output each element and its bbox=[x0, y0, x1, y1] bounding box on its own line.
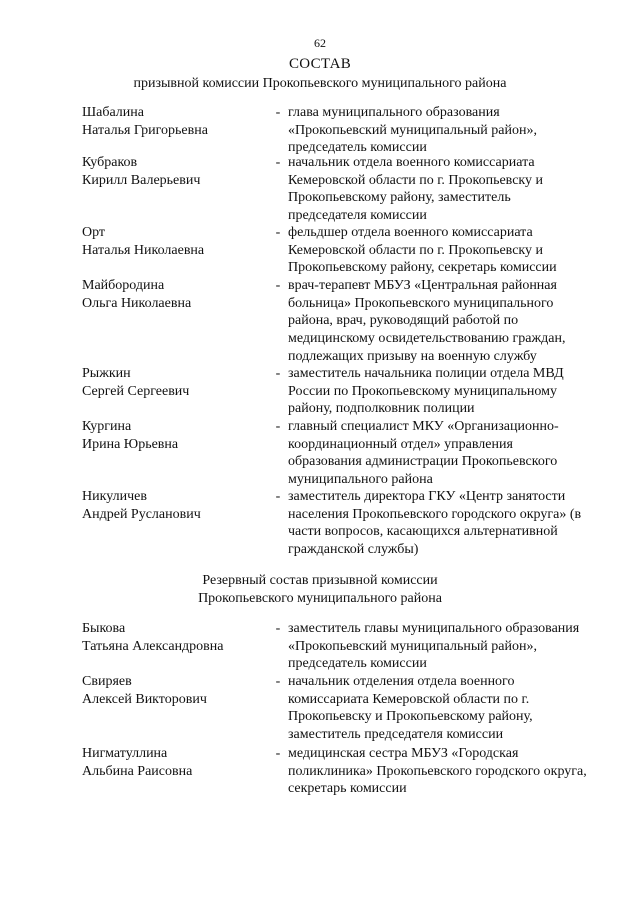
page-number: 62 bbox=[314, 36, 326, 50]
dash-separator: - bbox=[275, 419, 281, 434]
member-surname: Кубраков bbox=[82, 155, 138, 170]
member-entry bbox=[0, 745, 640, 801]
member-name bbox=[0, 673, 268, 745]
member-role: главный специалист МКУ «Организационно-координационный отдел» управления образования администрации Прокопьевского муниципального района bbox=[288, 419, 559, 488]
member-name bbox=[0, 104, 268, 154]
member-given-names: Татьяна Александровна bbox=[82, 638, 224, 654]
reserve-title-line: Прокопьевского муниципального района bbox=[198, 591, 442, 606]
member-role: заместитель главы муниципального образования «Прокопьевский муниципальный район», председатель комиссии bbox=[288, 621, 580, 672]
member-entry bbox=[0, 620, 640, 673]
dash-separator: - bbox=[275, 489, 281, 504]
dash-separator: - bbox=[275, 366, 281, 381]
member-name bbox=[0, 745, 268, 801]
member-surname: Нигматуллина bbox=[82, 746, 168, 761]
member-entry bbox=[0, 104, 640, 154]
member-entry bbox=[0, 673, 640, 745]
member-name bbox=[0, 620, 268, 673]
member-role: начальник отдела военного комиссариата Кемеровской области по г. Прокопьевску и Прокопьевскому району, заместитель председателя комиссии bbox=[288, 155, 544, 224]
member-surname: Майбородина bbox=[82, 278, 165, 293]
main-members-list bbox=[0, 104, 640, 560]
member-surname: Быкова bbox=[82, 621, 126, 636]
member-given-names: Андрей Русланович bbox=[82, 506, 201, 522]
member-name bbox=[0, 277, 268, 365]
member-role: врач-терапевт МБУЗ «Центральная районная больница» Прокопьевского муниципального района, врач, руководящий работой по медицинскому освидетельствованию граждан, подлежащих призыву на военную службу bbox=[288, 278, 566, 364]
member-given-names: Ирина Юрьевна bbox=[82, 436, 179, 452]
member-surname: Шабалина bbox=[82, 105, 144, 120]
member-entry bbox=[0, 154, 640, 224]
dash-separator: - bbox=[275, 155, 281, 170]
member-given-names: Наталья Николаевна bbox=[82, 242, 205, 258]
member-surname: Орт bbox=[82, 225, 106, 240]
member-surname: Рыжкин bbox=[82, 366, 131, 381]
member-surname: Никуличев bbox=[82, 489, 147, 504]
reserve-members-list bbox=[0, 620, 640, 801]
member-name bbox=[0, 488, 268, 560]
dash-separator: - bbox=[275, 621, 281, 636]
member-given-names: Ольга Николаевна bbox=[82, 295, 192, 311]
reserve-title-line: Резервный состав призывной комиссии bbox=[202, 573, 438, 588]
member-entry bbox=[0, 365, 640, 418]
dash-separator: - bbox=[275, 278, 281, 293]
member-role: глава муниципального образования «Прокопьевский муниципальный район», председатель комиссии bbox=[288, 105, 537, 156]
member-role: медицинская сестра МБУЗ «Городская поликлиника» Прокопьевского городского округа, секретарь комиссии bbox=[288, 746, 587, 797]
document-title: СОСТАВ bbox=[288, 56, 352, 72]
member-entry bbox=[0, 488, 640, 560]
member-role: заместитель директора ГКУ «Центр занятости населения Прокопьевского городского округа» (в части вопросов, касающихся альтернативной гражданской службы) bbox=[288, 489, 582, 558]
member-given-names: Наталья Григорьевна bbox=[82, 122, 208, 138]
member-name bbox=[0, 418, 268, 488]
member-role: начальник отделения отдела военного комиссариата Кемеровской области по г. Прокопьевску и Прокопьевскому району, заместитель председателя комиссии bbox=[288, 674, 533, 743]
member-given-names: Альбина Раисовна bbox=[82, 763, 193, 779]
member-name bbox=[0, 154, 268, 224]
member-surname: Кургина bbox=[82, 419, 132, 434]
member-given-names: Алексей Викторович bbox=[82, 691, 207, 707]
member-entry bbox=[0, 224, 640, 277]
member-given-names: Сергей Сергеевич bbox=[82, 383, 190, 399]
member-name bbox=[0, 365, 268, 418]
dash-separator: - bbox=[275, 674, 281, 689]
document-subtitle: призывной комиссии Прокопьевского муниципального района bbox=[133, 76, 507, 91]
member-entry bbox=[0, 277, 640, 365]
member-given-names: Кирилл Валерьевич bbox=[82, 172, 201, 188]
reserve-section-title bbox=[0, 572, 640, 608]
member-role: фельдшер отдела военного комиссариата Кемеровской области по г. Прокопьевску и Прокопьевскому району, секретарь комиссии bbox=[288, 225, 557, 276]
member-entry bbox=[0, 418, 640, 488]
member-surname: Свиряев bbox=[82, 674, 132, 689]
dash-separator: - bbox=[275, 225, 281, 240]
member-role: заместитель начальника полиции отдела МВД России по Прокопьевскому муниципальному району, подполковник полиции bbox=[288, 366, 564, 417]
dash-separator: - bbox=[275, 105, 281, 120]
dash-separator: - bbox=[275, 746, 281, 761]
member-name bbox=[0, 224, 268, 277]
